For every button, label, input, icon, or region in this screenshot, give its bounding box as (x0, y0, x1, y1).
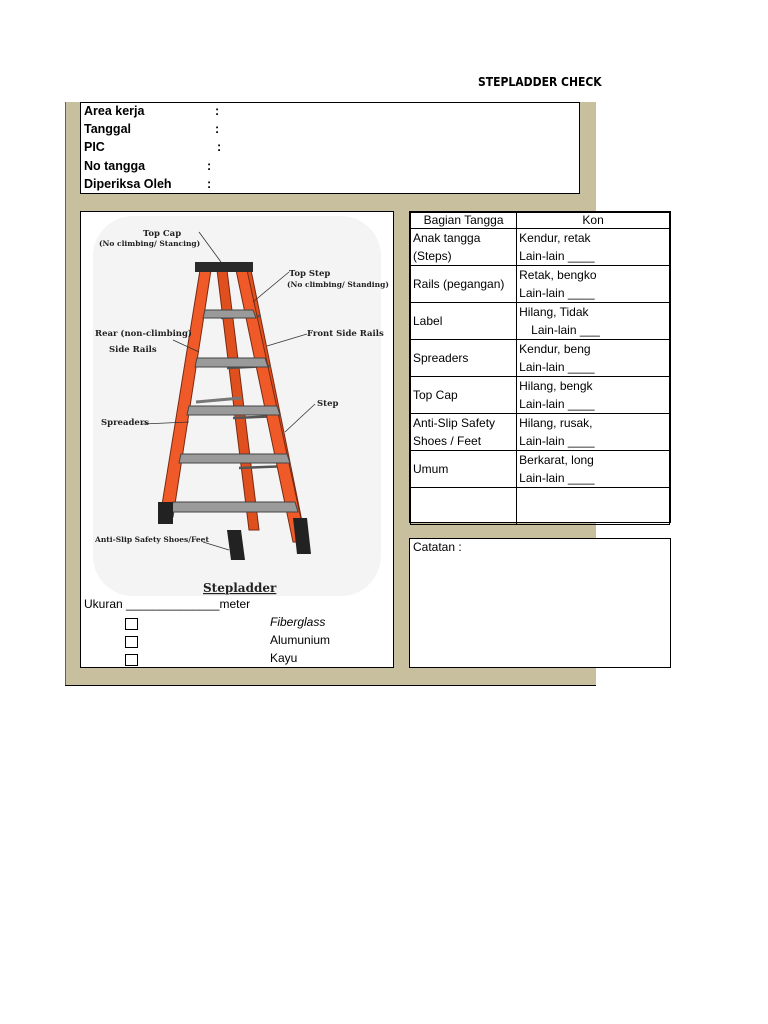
callout-top-step-note: (No climbing/ Standing) (287, 280, 389, 289)
condition-text: Retak, bengko (519, 268, 597, 282)
ladder-panel (80, 211, 394, 668)
part-label: Label (413, 314, 443, 328)
part-label: Spreaders (413, 351, 469, 365)
condition-text: Hilang, bengk (519, 379, 593, 393)
parts-table (410, 212, 670, 525)
field-pic: PIC (84, 140, 105, 154)
condition-text: Hilang, Tidak (519, 305, 589, 319)
ladder-diagram (81, 212, 393, 602)
callout-rear: Rear (non-climbing) (95, 329, 192, 339)
condition-other: Lain-lain ___ (531, 323, 600, 337)
callout-side-rails: Side Rails (109, 345, 157, 355)
size-line: Ukuran ______________meter (84, 597, 251, 611)
kayu-label: Kayu (270, 651, 298, 665)
field-diperiksa-oleh: Diperiksa Oleh (84, 177, 172, 191)
band-left-line (65, 102, 66, 685)
colon: : (215, 122, 220, 136)
colon: : (215, 104, 220, 118)
header-kondisi: Kon (517, 213, 670, 229)
notes-box[interactable] (409, 538, 671, 668)
part-label: Rails (pegangan) (413, 277, 505, 291)
colon: : (207, 159, 212, 173)
condition-other: Lain-lain ____ (519, 471, 595, 485)
callout-top-step: Top Step (289, 269, 331, 279)
alumunium-label: Alumunium (270, 633, 331, 647)
fiberglass-label: Fiberglass (270, 615, 326, 629)
condition-other: Lain-lain ____ (519, 397, 595, 411)
callout-anti-slip: Anti-Slip Safety Shoes/Feet (95, 535, 209, 544)
condition-other: Lain-lain ____ (519, 360, 595, 374)
callout-top-cap: Top Cap (143, 229, 182, 239)
kayu-checkbox[interactable] (125, 654, 138, 666)
band-bottom-line (65, 685, 596, 686)
field-no-tangga: No tangga (84, 159, 146, 173)
table-header-row (411, 213, 670, 229)
condition-other: Lain-lain ____ (519, 249, 595, 263)
field-area-kerja: Area kerja (84, 104, 145, 118)
condition-text: Kendur, retak (519, 231, 591, 245)
condition-other: Lain-lain ____ (519, 286, 595, 300)
colon: : (207, 177, 212, 191)
table-row (411, 229, 670, 266)
info-box (80, 102, 580, 194)
diagram-caption: Stepladder (203, 581, 277, 595)
condition-other: Lain-lain ____ (519, 434, 595, 448)
table-row (411, 340, 670, 377)
alumunium-checkbox[interactable] (125, 636, 138, 648)
condition-text: Berkarat, long (519, 453, 594, 467)
table-row (411, 414, 670, 451)
notes-label: Catatan : (413, 540, 462, 554)
table-row (411, 266, 670, 303)
fiberglass-checkbox[interactable] (125, 618, 138, 630)
parts-table-box (409, 211, 671, 523)
part-label: Top Cap (413, 388, 458, 402)
callout-top-cap-note: (No climbing/ Stancing) (99, 239, 201, 248)
table-row (411, 377, 670, 414)
table-row (411, 488, 670, 525)
condition-text: Hilang, rusak, (519, 416, 593, 430)
colon: : (217, 140, 222, 154)
part-label: (Steps) (413, 249, 452, 263)
page-title: STEPLADDER CHECK (478, 75, 602, 89)
part-label: Anti-Slip Safety (413, 416, 496, 430)
callout-front-side-rails: Front Side Rails (307, 329, 384, 339)
condition-text: Kendur, beng (519, 342, 591, 356)
table-row (411, 303, 670, 340)
part-label: Shoes / Feet (413, 434, 482, 448)
header-bagian-tangga: Bagian Tangga (411, 213, 517, 229)
table-row (411, 451, 670, 488)
callout-step: Step (317, 399, 339, 409)
field-tanggal: Tanggal (84, 122, 131, 136)
part-label: Anak tangga (413, 231, 481, 245)
part-label: Umum (413, 462, 449, 476)
callout-spreaders: Spreaders (101, 418, 150, 428)
